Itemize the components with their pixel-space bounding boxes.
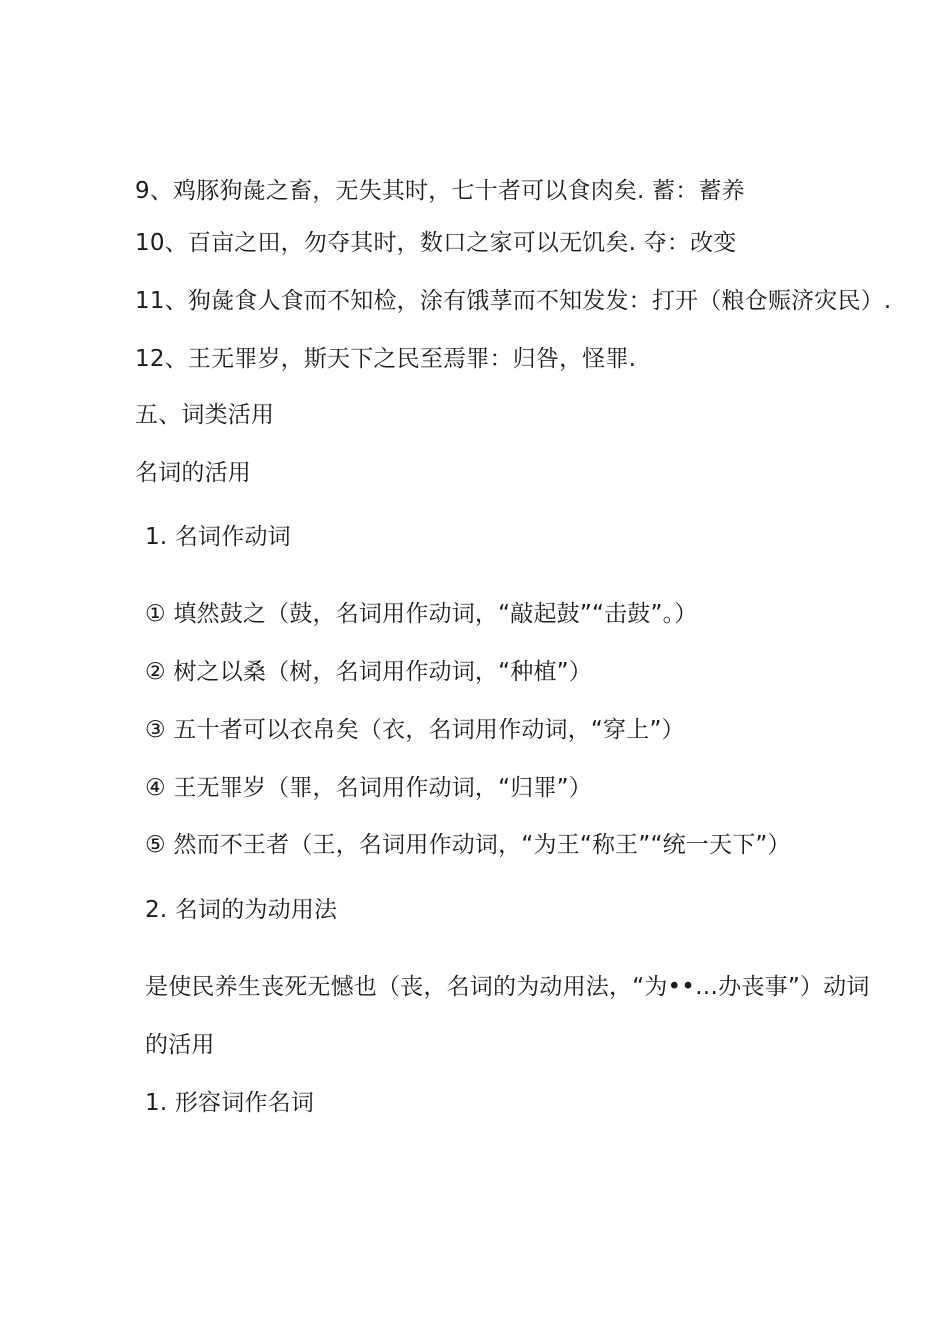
section-heading-5: 五、词类活用 <box>135 402 275 428</box>
list-heading-adjective: 1. 形容词作名词 <box>145 1090 315 1116</box>
text-line-item-11: 11、狗彘食人食而不知检，涂有饿莩而不知发发：打开（粮仓赈济灾民）. <box>135 288 892 314</box>
subsection-heading-noun: 名词的活用 <box>135 460 251 486</box>
example-line-1: ① 填然鼓之（鼓，名词用作动词，“敲起鼓”“击鼓”。） <box>145 601 698 627</box>
text-line-item-10: 10、百亩之田，勿夺其时，数口之家可以无饥矣. 夺：改变 <box>135 230 737 256</box>
example-line-4: ④ 王无罪岁（罪，名词用作动词，“归罪”） <box>145 775 592 801</box>
paragraph-line-continued: 的活用 <box>145 1032 215 1058</box>
example-line-5: ⑤ 然而不王者（王，名词用作动词，“为王“称王”“统一天下”） <box>145 832 791 858</box>
example-line-3: ③ 五十者可以衣帛矣（衣，名词用作动词，“穿上”） <box>145 717 685 743</box>
text-line-item-9: 9、鸡豚狗彘之畜，无失其时，七十者可以食肉矣. 蓄：蓄养 <box>135 178 745 204</box>
list-heading-1: 1. 名词作动词 <box>145 524 291 550</box>
paragraph-line: 是使民养生丧死无憾也（丧，名词的为动用法，“为••…办丧事”）动词 <box>145 974 870 1000</box>
example-line-2: ② 树之以桑（树，名词用作动词，“种植”） <box>145 659 592 685</box>
list-heading-2: 2. 名词的为动用法 <box>145 897 338 923</box>
text-line-item-12: 12、王无罪岁，斯天下之民至焉罪：归咎，怪罪. <box>135 346 637 372</box>
